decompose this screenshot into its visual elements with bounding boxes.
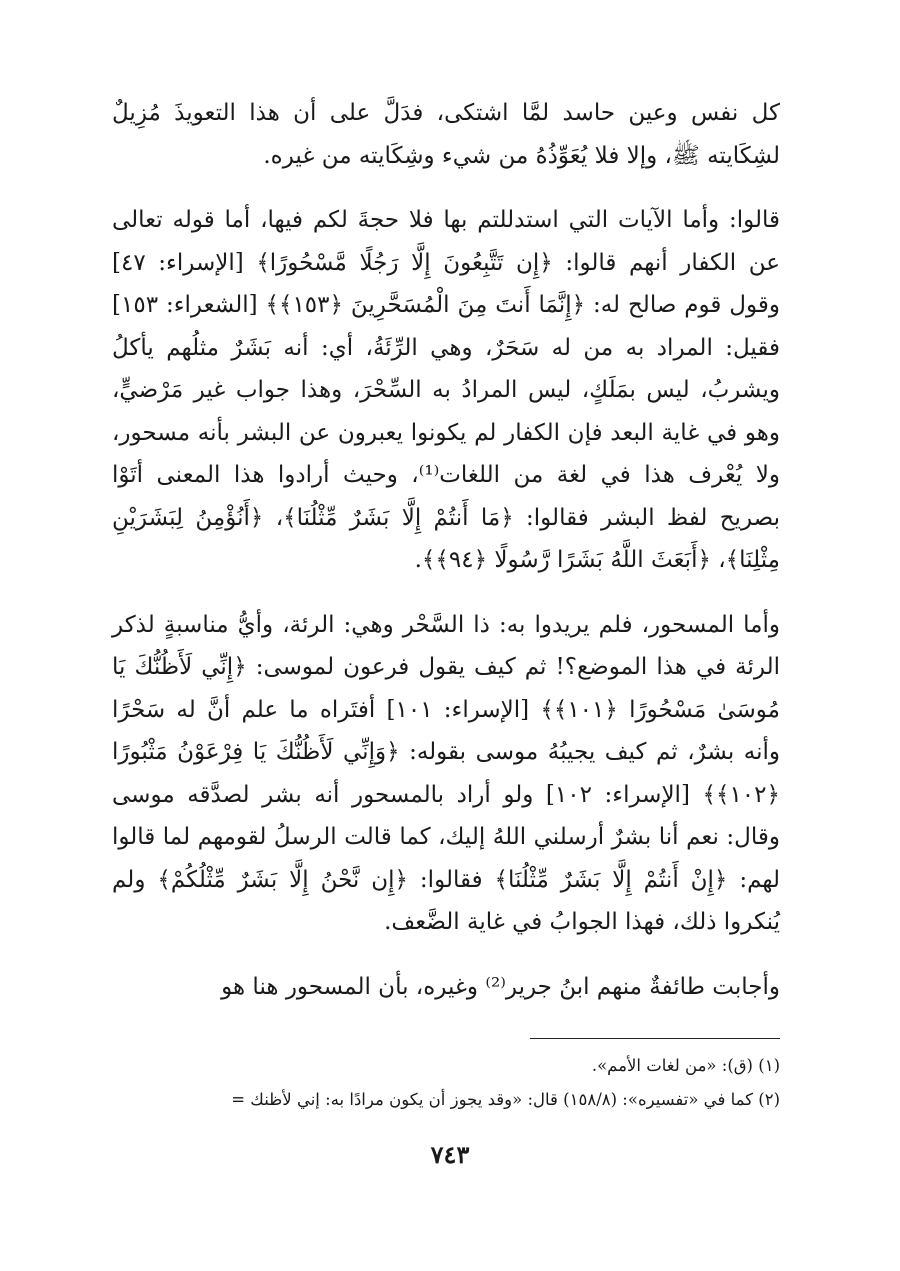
paragraph-1: كل نفس وعين حاسد لمَّا اشتكى، فدَلَّ على أن هذا التعويذَ مُزِيلٌ لشِكَايته ﷺ، وإلا فلا يُعَوِّذُهُ من شيء وشِكَايته من غيره.	[112, 100, 780, 169]
footnote-2: (٢) كما في «تفسيره»: (١٥٨/٨) قال: «وقد يجوز أن يكون مرادًا به: إني لأظنك =	[231, 1090, 780, 1109]
paragraph-4: وأجابت طائفةٌ منهم ابنُ جرير⁽²⁾ وغيره، بأن المسحور هنا هو	[221, 973, 780, 1000]
main-text	[112, 92, 780, 1008]
footnote-divider	[530, 1038, 780, 1039]
page-number: ٧٤٣	[430, 1140, 470, 1169]
footnotes	[112, 1049, 780, 1117]
paragraph-2: قالوا: وأما الآيات التي استدللتم بها فلا حجةَ لكم فيها، أما قوله تعالى عن الكفار أنهم قالوا: ﴿إِن تَتَّبِعُونَ إِلَّا رَجُلًا مَّسْحُورًا﴾ [الإسراء: ٤٧] وقول قوم صالح له: ﴿إِنَّمَا أَنتَ مِنَ الْمُسَحَّرِينَ ﴿١٥٣﴾﴾ [الشعراء: ١٥٣] فقيل: المراد به من له سَحَرٌ، وهي الرِّئَةُ، أي: أنه بَشَرٌ مثلُهم يأكلُ ويشربُ، ليس بمَلَكٍ، ليس المرادُ به السِّحْرَ، وهذا جواب غير مَرْضيٍّ، وهو في غاية البعد فإن الكفار لم يكونوا يعبرون عن البشر بأنه مسحور، ولا يُعْرف هذا في لغة من اللغات⁽¹⁾، وحيث أرادوا هذا المعنى أتَوْا بصريح لفظ البشر فقالوا: ﴿مَا أَنتُمْ إِلَّا بَشَرٌ مِّثْلُنَا﴾، ﴿أَنُؤْمِنُ لِبَشَرَيْنِ مِثْلِنَا﴾، ﴿أَبَعَثَ اللَّهُ بَشَرًا رَّسُولًا ﴿٩٤﴾﴾.	[112, 207, 780, 573]
footnote-1: (١) (ق): «من لغات الأمم».	[591, 1056, 780, 1075]
paragraph-3: وأما المسحور، فلم يريدوا به: ذا السَّحْر وهي: الرئة، وأيُّ مناسبةٍ لذكر الرئة في هذا الموضع؟! ثم كيف يقول فرعون لموسى: ﴿إِنِّي لَأَظُنُّكَ يَا مُوسَىٰ مَسْحُورًا ﴿١٠١﴾﴾ [الإسراء: ١٠١] أفتَراه ما علم أنَّ له سَحْرًا وأنه بشرٌ، ثم كيف يجيبُهُ موسى بقوله: ﴿وَإِنِّي لَأَظُنُّكَ يَا فِرْعَوْنُ مَثْبُورًا ﴿١٠٢﴾﴾ [الإسراء: ١٠٢] ولو أراد بالمسحور أنه بشر لصدَّقه موسى وقال: نعم أنا بشرٌ أرسلني اللهُ إليك، كما قالت الرسلُ لقومهم لما قالوا لهم: ﴿إِنْ أَنتُمْ إِلَّا بَشَرٌ مِّثْلُنَا﴾ فقالوا: ﴿إِن نَّحْنُ إِلَّا بَشَرٌ مِّثْلُكُمْ﴾ ولم يُنكروا ذلك، فهذا الجوابُ في غاية الضَّعف.	[112, 611, 780, 935]
